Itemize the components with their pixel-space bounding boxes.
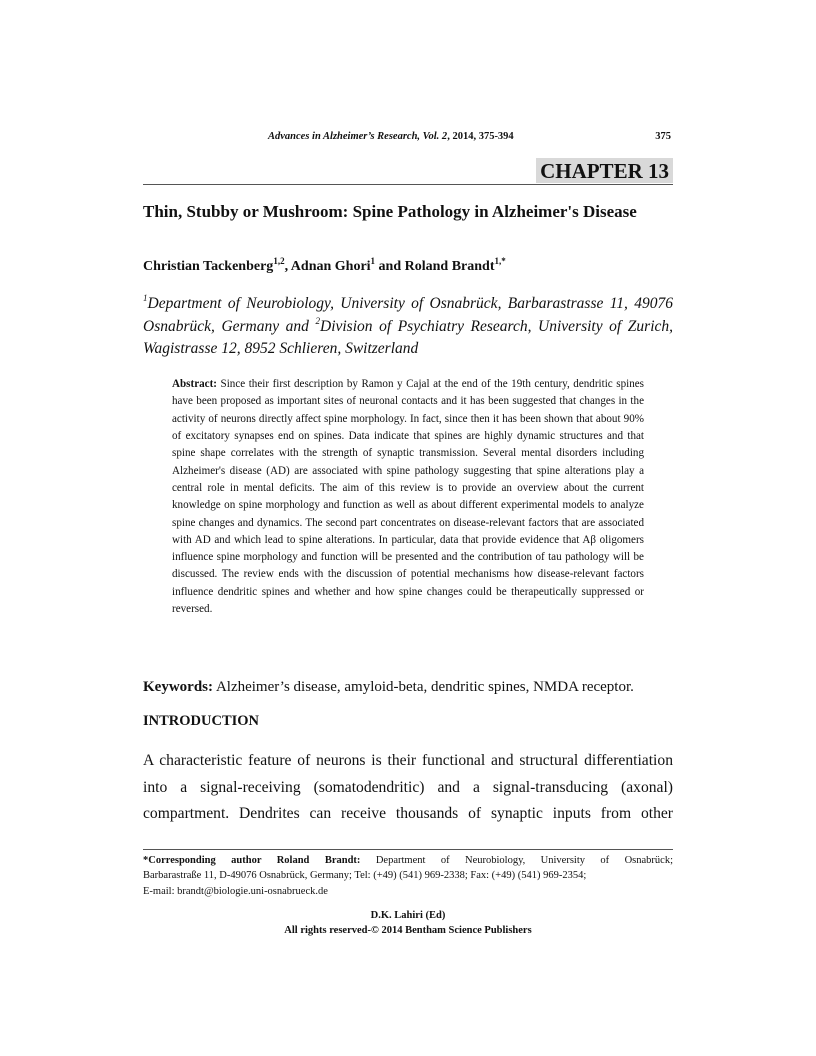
author-name: Christian Tackenberg [143,259,274,274]
chapter-label: CHAPTER 13 [536,158,673,183]
footnote-line: Barbarastraße 11, D-49076 Osnabrück, Germany; Tel: (+49) (541) 969-2338; Fax: (+49) (541) 969-2354; [143,870,587,882]
author-name: Adnan Ghori [290,259,371,274]
footnote-rule [143,849,673,850]
affiliation-text: Division of Psychiatry Research, University of Zurich, Wagistrasse 12, 8952 Schlieren, Switzerland [143,317,674,357]
author-separator: and [375,259,405,274]
footnote-email: E-mail: brandt@biologie.uni-osnabrueck.de [143,885,328,897]
abstract-label: Abstract: [172,378,217,390]
editor-credit: D.K. Lahiri (Ed) [370,910,446,921]
page-number: 375 [655,131,671,142]
author-affiliation-marker: 1,2 [273,256,285,266]
publisher-block [143,909,673,938]
corresponding-author-footnote [143,853,673,899]
affiliation-marker: 2 [315,315,320,326]
keywords-text: Alzheimer’s disease, amyloid-beta, dendritic spines, NMDA receptor. [215,679,634,695]
abstract [172,376,644,618]
author-name: Roland Brandt [404,259,495,274]
author-affiliation-marker: 1 [370,256,376,266]
footnote-text: Department of Neurobiology, University of Osnabrück; [375,855,673,866]
keywords-label: Keywords: [143,679,213,695]
journal-name: Advances in Alzheimer’s Research, Vol. 2 [268,131,448,142]
copyright-notice: All rights reserved-© 2014 Bentham Science Publishers [284,924,532,936]
author-list [143,256,673,275]
abstract-text: Since their first description by Ramon y Cajal at the end of the 19th century, dendritic spines have been proposed as important sites of neuronal contacts and it has been suggested that changes in the activity of neurons directly affect spine morphology. In fact, since then it has been shown that about 90% of excitatory synapses end on spines. Data indicate that spines are highly dynamic structures and that spine shape correlates with the strength of synaptic transmission. Several mental disorders including Alzheimer's disease (AD) are associated with spine pathology suggesting that spine alterations play a central role in mental deficits. The aim of this review is to provide an overview about the current knowledge on spine morphology and function as well as about different experimental models to analyze spine changes and dynamics. The second part concentrates on disease-relevant factors that are associated with AD and which lead to spine alterations. In particular, data that provide evidence that Aβ oligomers influence spine morphology and function will be presented and the contribution of tau pathology will be discussed. The review ends with the discussion of potential mechanisms how disease-relevant factors influence dendritic spines and whether and how spine changes could be therapeutically suppressed or reversed. [172,378,644,616]
footnote-label: *Corresponding author Roland Brandt: [143,855,361,866]
journal-year-pages: , 2014, 375-394 [447,131,514,142]
keywords [143,679,673,696]
author-affiliation-marker: 1,* [494,256,506,266]
chapter-title: Thin, Stubby or Mushroom: Spine Pathology in Alzheimer's Disease [143,202,637,221]
introduction-paragraph: A characteristic feature of neurons is their functional and structural differentiation into a signal-receiving (somatodendritic) and a signal-transducing (axonal) compartment. Dendrites can receive thousands of synaptic inputs from other [143,752,673,822]
affiliations [143,293,673,361]
footnote-line [143,853,673,868]
chapter-rule [143,184,673,185]
affiliation-text: Department of Neurobiology, University of Osnabrück, Barbarastrasse 11, 49076 Osnabrück, Germany and [143,295,673,335]
journal-citation [268,131,514,142]
author-separator: , [284,259,291,274]
affiliation-marker: 1 [143,293,148,303]
section-heading: INTRODUCTION [143,713,260,729]
